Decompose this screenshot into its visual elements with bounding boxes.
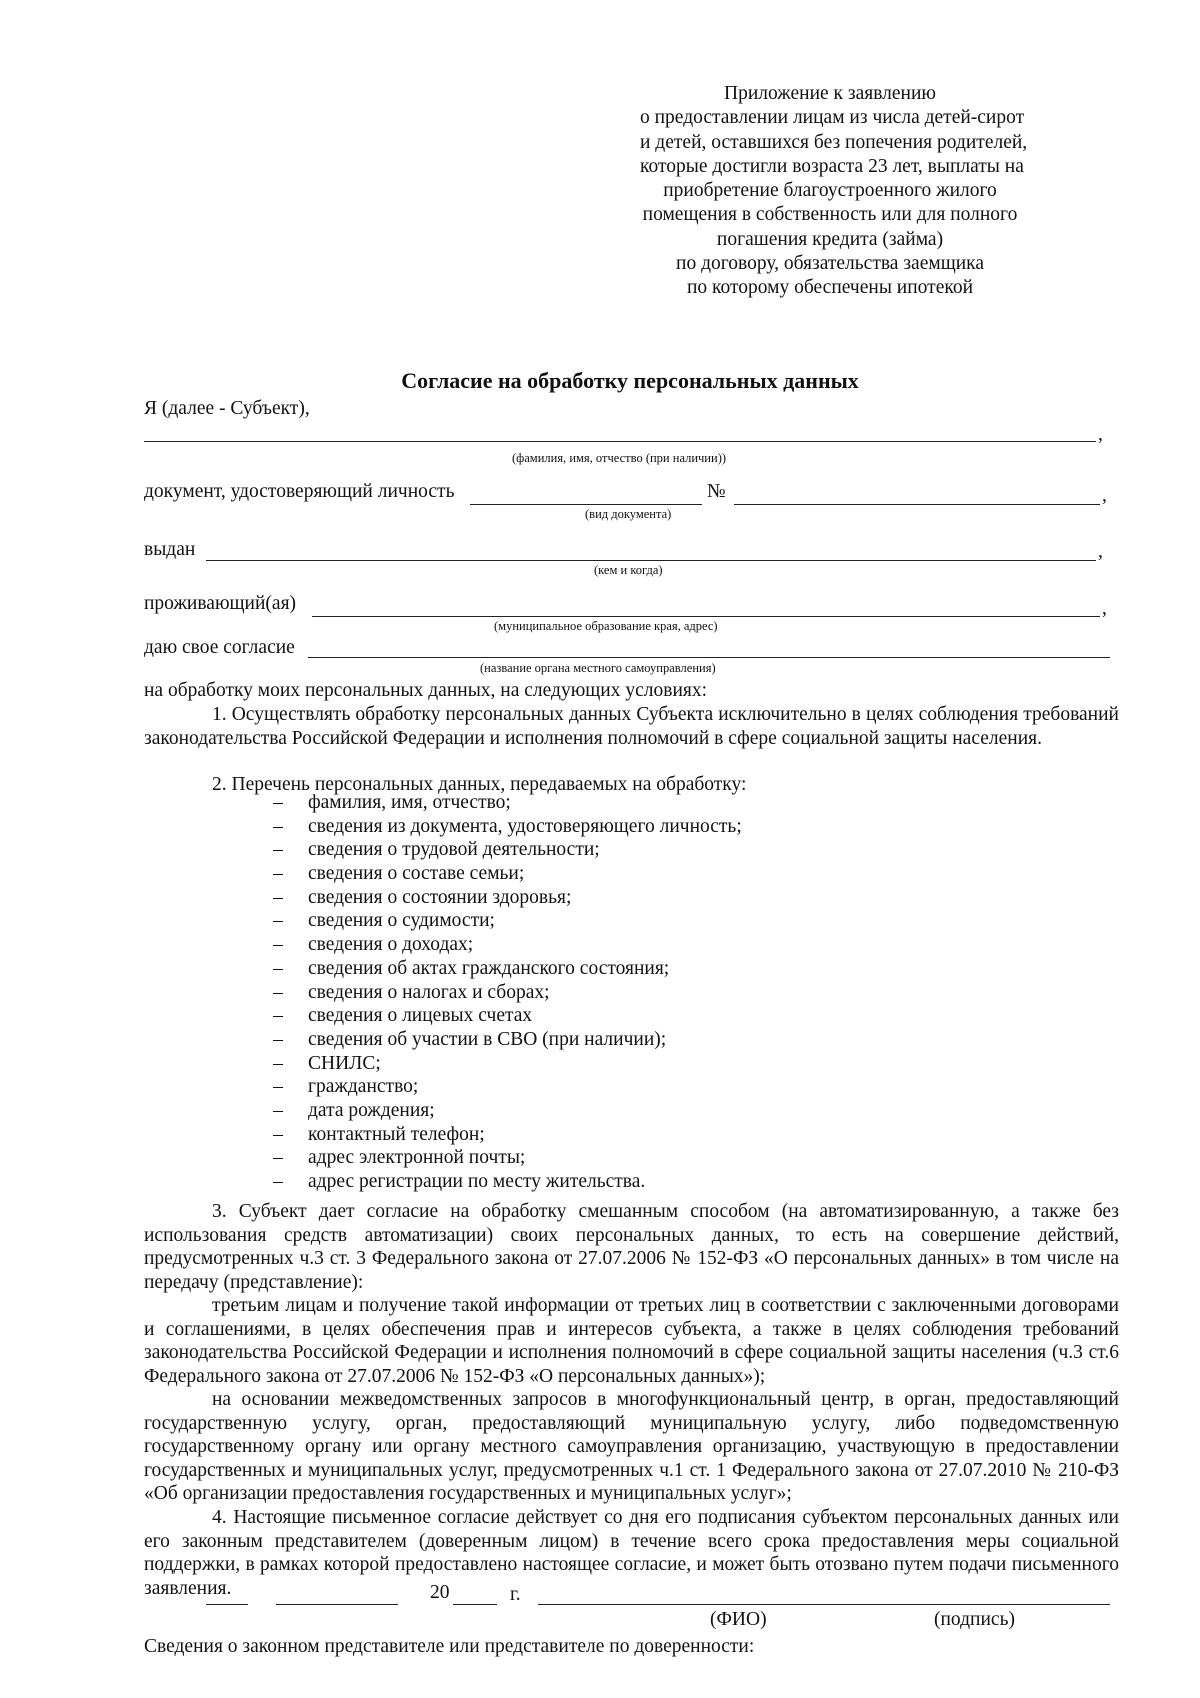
year-suffix: г. [510, 1584, 521, 1605]
conditions-intro: на обработку моих персональных данных, на следующих условиях: [144, 680, 708, 701]
residing-comma: , [1102, 598, 1107, 619]
dash-marker: – [273, 815, 283, 837]
consent-fill-line[interactable] [308, 657, 1110, 658]
list-item: – сведения о судимости; [268, 909, 742, 933]
fio-signature-caption: (ФИО) [710, 1609, 767, 1630]
dash-marker: – [273, 1028, 283, 1050]
issued-label: выдан [144, 539, 196, 560]
header-line: и детей, оставшихся без попечения родителей, [640, 131, 1028, 153]
clause-3: 3. Субъект дает согласие на обработку смешанным способом (на автоматизированную, а также без использования средств автоматизации) своих персональных данных, то есть на совершение действий, предусмотренных ч.3 ст. 3 Федерального закона от 27.07.2006 № 152-ФЗ «О персональных данных» в том числе на передачу (представление): [144, 1201, 1119, 1293]
list-item: – СНИЛС; [268, 1052, 742, 1076]
dash-marker: – [273, 1147, 283, 1169]
list-item: – сведения об участии в СВО (при наличии); [268, 1028, 742, 1052]
sign-caption: (подпись) [934, 1609, 1015, 1630]
clause-3-third-parties: третьим лицам и получение такой информации от третьих лиц в соответствии с заключенными договорами и соглашениями, в целях обеспечения прав и интересов субъекта, а также в целях соблюдения требований законодательства Российской Федерации и исполнения полномочий в сфере социальной защиты населения (ч.3 ст.6 Федерального закона от 27.07.2006 № 152-ФЗ «О персональных данных»); [144, 1295, 1119, 1387]
list-item: – контактный телефон; [268, 1123, 742, 1147]
list-item: – сведения о составе семьи; [268, 862, 742, 886]
appendix-header [640, 82, 1028, 301]
month-fill-line[interactable] [276, 1604, 398, 1605]
signature-fill-line[interactable] [538, 1604, 1110, 1605]
list-item: – сведения о трудовой деятельности; [268, 838, 742, 862]
clause-1: 1. Осуществлять обработку персональных данных Субъекта исключительно в целях соблюдения требований законодательства Российской Федерации и исполнения полномочий в сфере социальной защиты населения. [144, 704, 1119, 749]
representative-info: Сведения о законном представителе или представителе по доверенности: [144, 1636, 755, 1657]
dash-marker: – [273, 1171, 283, 1192]
day-fill-line[interactable] [206, 1604, 248, 1605]
clause-4: 4. Настоящие письменное согласие действует со дня его подписания субъектом персональных данных или его законным представителем (доверенным лицом) в течение всего срока предоставления меры социальной поддержки, в рамках которой предоставлено настоящее согласие, и может быть отозвано путем подачи письменного заявления. [144, 1507, 1119, 1599]
dash-marker: – [273, 863, 283, 885]
header-line: о предоставлении лицам из числа детей-сирот [640, 107, 1025, 129]
residing-caption: (муниципальное образование края, адрес) [494, 619, 718, 633]
list-item: – сведения о состоянии здоровья; [268, 886, 742, 910]
consent-caption: (название органа местного самоуправления) [480, 661, 716, 675]
doc-comma: , [1102, 485, 1107, 506]
doc-label: документ, удостоверяющий личность [144, 481, 455, 502]
dash-marker: – [273, 1052, 283, 1074]
dash-marker: – [273, 1123, 283, 1145]
header-line: которые достигли возраста 23 лет, выплаты на [640, 155, 1024, 177]
doc-caption: (вид документа) [585, 507, 672, 521]
fio-fill-line[interactable] [144, 441, 1096, 442]
dash-marker: – [273, 1005, 283, 1027]
issued-caption: (кем и когда) [594, 563, 663, 577]
clause-2: 2. Перечень персональных данных, передаваемых на обработку: [212, 774, 747, 795]
list-item: – сведения из документа, удостоверяющего личность; [268, 815, 742, 839]
header-line: погашения кредита (займа) [716, 228, 944, 250]
list-item: – сведения о лицевых счетах [268, 1004, 742, 1028]
fio-comma: , [1098, 424, 1103, 445]
dash-marker: – [273, 981, 283, 1003]
dash-marker: – [273, 1076, 283, 1098]
year-fill-line[interactable] [453, 1604, 497, 1605]
header-line: по договору, обязательства заемщика [676, 253, 984, 275]
dash-marker: – [273, 1099, 283, 1121]
issued-comma: , [1098, 541, 1103, 562]
residing-fill-line[interactable] [312, 616, 1100, 617]
dash-marker: – [273, 839, 283, 861]
list-item: – дата рождения; [268, 1099, 742, 1123]
header-line: помещения в собственность или для полного [642, 204, 1018, 226]
fio-caption: (фамилия, имя, отчество (при наличии)) [512, 451, 727, 465]
list-item: – гражданство; [268, 1075, 742, 1099]
dash-marker: – [273, 886, 283, 908]
list-item: – фамилия, имя, отчество; [268, 791, 742, 815]
header-line: по которому обеспечены ипотекой [686, 277, 974, 299]
list-item: – сведения об актах гражданского состояния; [268, 957, 742, 981]
list-item: – сведения о налогах и сборах; [268, 981, 742, 1005]
subject-intro: Я (далее - Субъект), [144, 398, 310, 419]
document-title: Согласие на обработку персональных данных [401, 368, 859, 393]
issued-fill-line[interactable] [206, 560, 1096, 561]
personal-data-list [268, 791, 742, 1194]
list-item: – адрес регистрации по месту жительства. [268, 1170, 742, 1194]
doc-type-fill-line[interactable] [470, 504, 702, 505]
year-prefix: 20 [430, 1582, 450, 1603]
dash-marker: – [273, 792, 283, 813]
list-item: – сведения о доходах; [268, 933, 742, 957]
header-line: приобретение благоустроенного жилого [663, 180, 997, 202]
consent-label: даю свое согласие [144, 637, 295, 658]
dash-marker: – [273, 910, 283, 932]
dash-marker: – [273, 957, 283, 979]
header-line: Приложение к заявлению [724, 83, 936, 104]
dash-marker: – [273, 934, 283, 956]
residing-label: проживающий(ая) [144, 593, 297, 614]
doc-number-fill-line[interactable] [734, 504, 1100, 505]
doc-number-label: № [707, 481, 726, 502]
clause-3-interagency: на основании межведомственных запросов в многофункциональный центр, в орган, предоставляющий государственную услугу, орган, предоставляющий муниципальную услугу, либо подведомственную государственному органу или органу местного самоуправления организацию, участвующую в предоставлении государственных и муниципальных услуг, предусмотренных ч.1 ст. 1 Федерального закона от 27.07.2010 № 210-ФЗ «Об организации предоставления государственных и муниципальных услуг»; [144, 1389, 1119, 1504]
list-item: – адрес электронной почты; [268, 1146, 742, 1170]
